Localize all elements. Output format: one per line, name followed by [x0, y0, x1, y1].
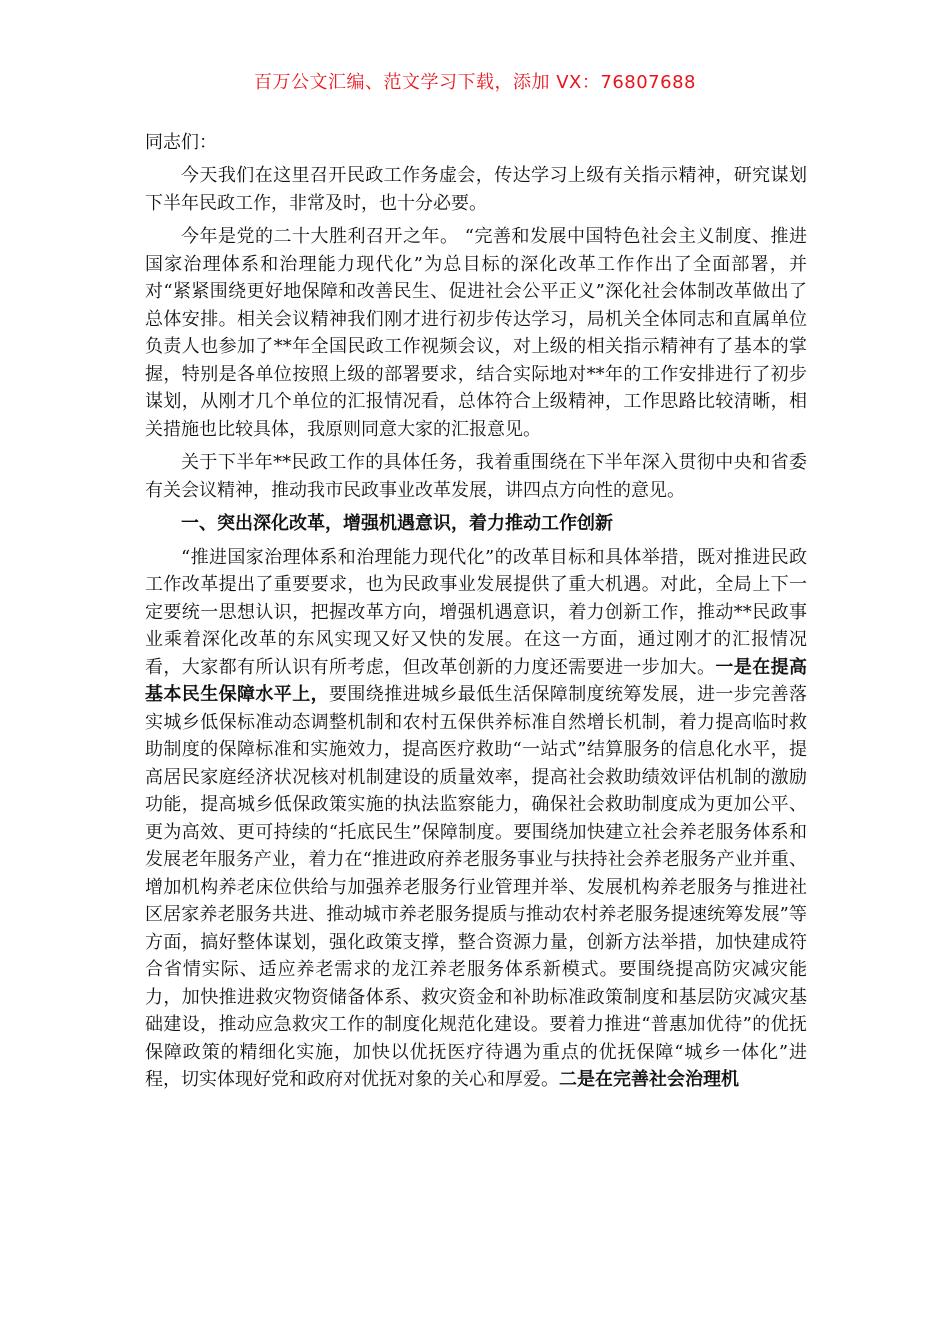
paragraph-section-1-text-b: 要围绕推进城乡最低生活保障制度统筹发展，进一步完善落实城乡低保标准动态调整机制和农村五保供养标准自然增长机制，着力提高临时救助制度的保障标准和实施效力，提高医疗救助“一站式”结算服务的信息化水平，提高居民家庭经济状况核对机制建设的质量效率，提高社会救助绩效评估机制的激励功能，提高城乡低保政策实施的执法监察能力，确保社会救助制度成为更加公平、更为高效、更可持续的“托底民生”保障制度。要围绕加快建立社会养老服务体系和发展老年服务产业，着力在“推进政府养老服务事业与扶持社会养老服务产业并重、增加机构养老床位供给与加强养老服务行业管理并举、发展机构养老服务与推进社区居家养老服务共进、推动城市养老服务提质与推动农村养老服务提速统筹发展”等方面，搞好整体谋划，强化政策支撑，整合资源力量，创新方法举措，加快建成符合省情实际、适应养老需求的龙江养老服务体系新模式。要围绕提高防灾减灾能力，加快推进救灾物资储备体系、救灾资金和补助标准政策制度和基层防灾减灾基础建设，推动应急救灾工作的制度化规范化建设。要着力推进“普惠加优待”的优抚保障政策的精细化实施，加快以优抚医疗待遇为重点的优抚保障“城乡一体化”进程，切实体现好党和政府对优抚对象的关心和厚爱。: [145, 684, 807, 1090]
greeting: 同志们：: [145, 132, 217, 153]
paragraph-section-1-bold-a: 一是在提高基本民生保障水平上，: [145, 656, 808, 705]
section-heading-1: 一、突出深化改革，增强机遇意识，着力推动工作创新: [181, 513, 613, 534]
paragraph-tasks: 关于下半年**民政工作的具体任务，我着重围绕在下半年深入贯彻中央和省委有关会议精神，推动我市民政事业改革发展，讲四点方向性的意见。: [145, 452, 807, 501]
document-body: [145, 162, 807, 1100]
paragraph-background: 今年是党的二十大胜利召开之年。 “完善和发展中国特色社会主义制度、推进国家治理体系和治理能力现代化”为总目标的深化改革工作作出了全面部署，并对“紧紧围绕更好地保障和改善民生、促进社会公平正义”深化社会体制改革做出了总体安排。相关会议精神我们刚才进行初步传达学习，局机关全体同志和直属单位负责人也参加了**年全国民政工作视频会议，对上级的相关指示精神有了基本的掌握，特别是各单位按照上级的部署要求，结合实际地对**年的工作安排进行了初步谋划，从刚才几个单位的汇报情况看，总体符合上级精神，工作思路比较清晰，相关措施也比较具体，我原则同意大家的汇报意见。: [145, 226, 807, 440]
paragraph-intro: 今天我们在这里召开民政工作务虚会，传达学习上级有关指示精神，研究谋划下半年民政工作，非常及时，也十分必要。: [145, 165, 807, 214]
paragraph-section-1-bold-b: 二是在完善社会治理机: [559, 1069, 739, 1090]
paragraph-section-1-text-a: “推进国家治理体系和治理能力现代化”的改革目标和具体举措，既对推进民政工作改革提出了重要要求，也为民政事业发展提供了重大机遇。对此，全局上下一定要统一思想认识，把握改革方向，增强机遇意识，着力创新工作，推动**民政事业乘着深化改革的东风实现又好又快的发展。在这一方面，通过刚才的汇报情况看，大家都有所认识有所考虑，但改革创新的力度还需要进一步加大。: [145, 546, 807, 678]
paragraph-section-1: [145, 544, 807, 1094]
watermark-header: 百万公文汇编、范文学习下载，添加 VX：76807688: [254, 72, 696, 93]
